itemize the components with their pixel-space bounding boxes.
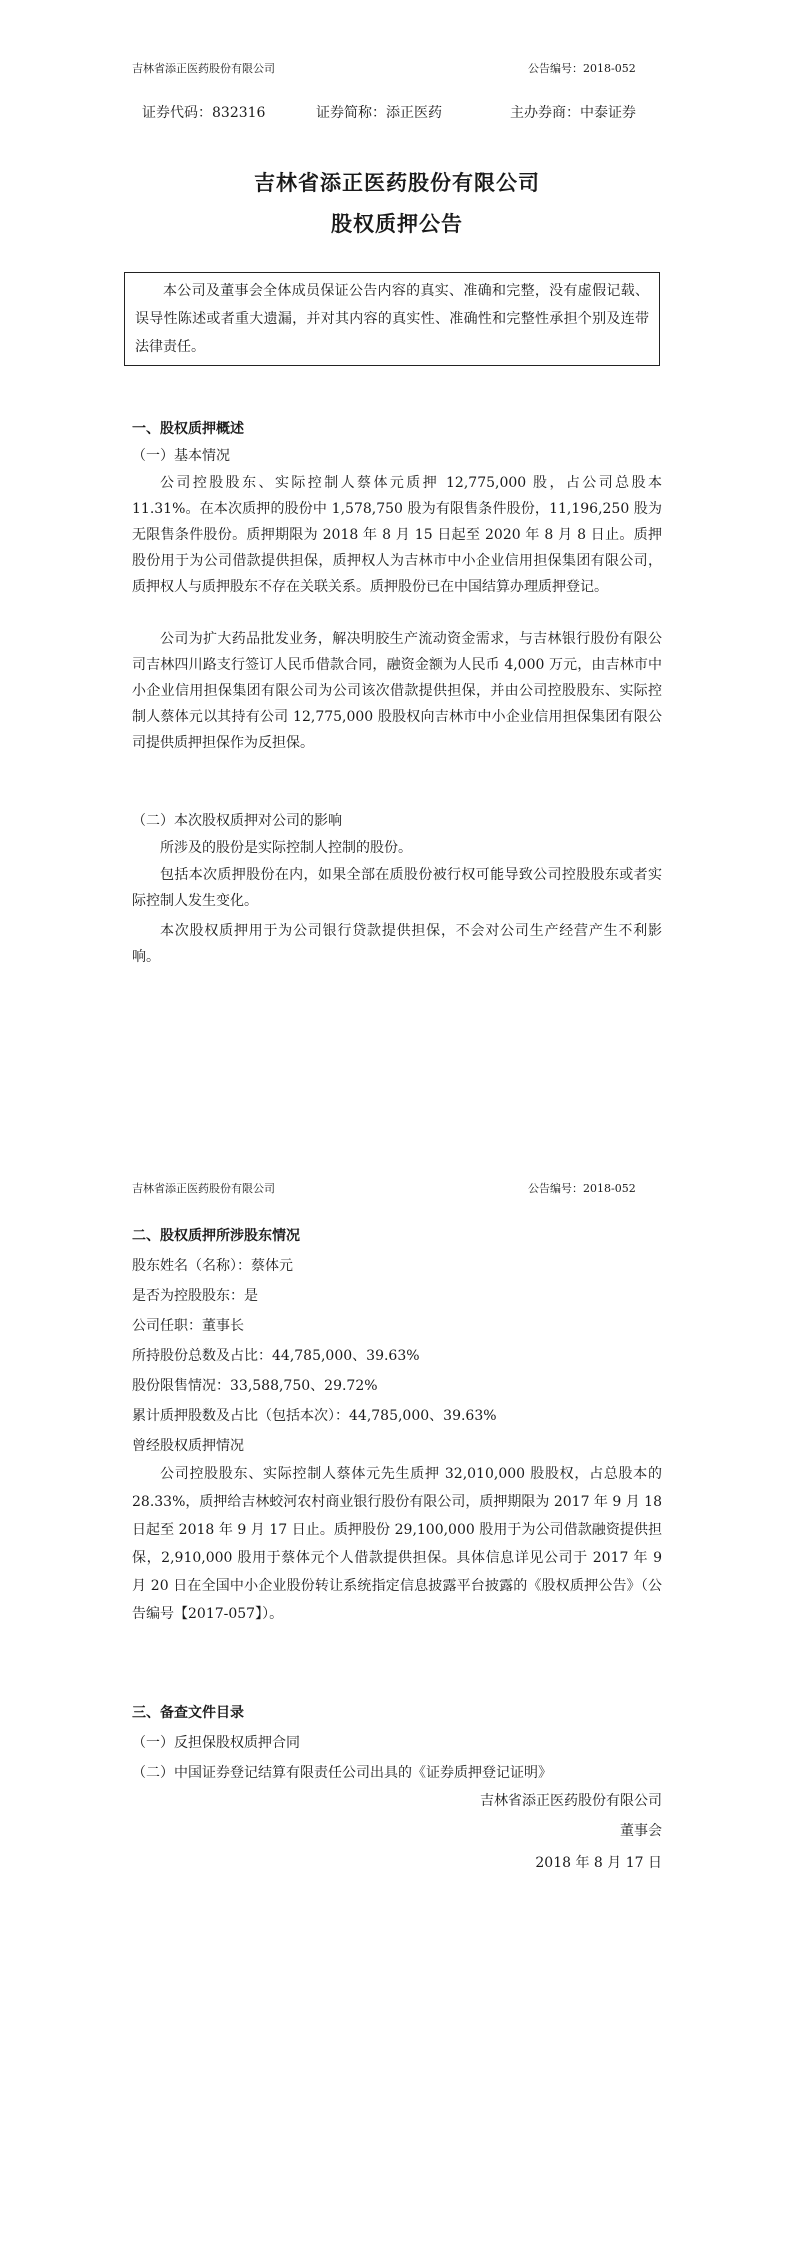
header-announcement-no: 公告编号：2018-052 bbox=[528, 62, 636, 75]
section1-para4: 包括本次质押股份在内，如果全部在质股份被行权可能导致公司控股股东或者实际控制人发生变化。 bbox=[132, 867, 662, 909]
security-info bbox=[0, 102, 794, 124]
document-title-company: 吉林省添正医药股份有限公司 bbox=[254, 170, 540, 195]
section2-heading: 二、股权质押所涉股东情况 bbox=[132, 1228, 300, 1244]
page-header bbox=[0, 60, 794, 80]
section1-para5: 本次股权质押用于为公司银行贷款提供担保，不会对公司生产经营产生不利影响。 bbox=[132, 923, 662, 965]
header-company: 吉林省添正医药股份有限公司 bbox=[132, 1182, 275, 1195]
section1-para1: 公司控股股东、实际控制人蔡体元质押 12,775,000 股，占公司总股本 11.31%。在本次质押的股份中 1,578,750 股为有限售条件股份，11,196,250 股为无限售条件股份。质押期限为 2018 年 8 月 15 日起至 2020 年 8 月 8 日止。质押股份用于为公司借款提供担保，质押权人为吉林市中小企业信用担保集团有限公司，质押权人与质押股东不存在关联关系。质押股份已在中国结算办理质押登记。 bbox=[132, 475, 662, 595]
section1-para2: 公司为扩大药品批发业务，解决明胶生产流动资金需求，与吉林银行股份有限公司吉林四川路支行签订人民币借款合同，融资金额为人民币 4,000 万元，由吉林市中小企业信用担保集团有限公司为公司该次借款提供担保，并由公司控股股东、实际控制人蔡体元以其持有公司 12,775,000 股股权向吉林市中小企业信用担保集团有限公司提供质押担保作为反担保。 bbox=[132, 631, 662, 751]
appendix-item-1: （一）反担保股权质押合同 bbox=[132, 1735, 300, 1751]
page-header bbox=[0, 1180, 794, 1200]
pledge-history-para: 公司控股股东、实际控制人蔡体元先生质押 32,010,000 股股权，占总股本的 28.33%，质押给吉林蛟河农村商业银行股份有限公司，质押期限为 2017 年 9 月 18 日起至 2018 年 9 月 17 日止。质押股份 29,100,000 股用于为公司借款融资提供担保，2,910,000 股用于蔡体元个人借款提供担保。具体信息详见公司于 2017 年 9 月 20 日在全国中小企业股份转让系统指定信息披露平台披露的《股权质押公告》（公告编号【2017-057】）。 bbox=[132, 1466, 662, 1622]
disclaimer-box: 本公司及董事会全体成员保证公告内容的真实、准确和完整，没有虚假记载、误导性陈述或者重大遗漏，并对其内容的真实性、准确性和完整性承担个别及连带法律责任。 bbox=[124, 272, 660, 366]
signature-company: 吉林省添正医药股份有限公司 bbox=[480, 1793, 662, 1809]
signature-board: 董事会 bbox=[620, 1823, 662, 1839]
sponsor-broker: 主办券商：中泰证券 bbox=[510, 105, 636, 121]
restricted-shares: 股份限售情况：33,588,750、29.72% bbox=[132, 1378, 378, 1394]
document-title: 股权质押公告 bbox=[331, 211, 463, 236]
signature-date: 2018 年 8 月 17 日 bbox=[535, 1855, 662, 1871]
header-announcement-no: 公告编号：2018-052 bbox=[528, 1182, 636, 1195]
company-position: 公司任职：董事长 bbox=[132, 1318, 244, 1334]
section1-para3: 所涉及的股份是实际控制人控制的股份。 bbox=[160, 840, 412, 856]
total-shares: 所持股份总数及占比：44,785,000、39.63% bbox=[132, 1348, 420, 1364]
section1-sub1: （一）基本情况 bbox=[132, 448, 230, 464]
section1-heading: 一、股权质押概述 bbox=[132, 421, 244, 437]
pledge-history-title: 曾经股权质押情况 bbox=[132, 1438, 244, 1454]
section3-heading: 三、备查文件目录 bbox=[132, 1705, 244, 1721]
security-code: 证券代码：832316 bbox=[142, 105, 266, 121]
appendix-item-2: （二）中国证券登记结算有限责任公司出具的《证券质押登记证明》 bbox=[132, 1765, 552, 1781]
shareholder-name: 股东姓名（名称）：蔡体元 bbox=[132, 1258, 293, 1274]
cumulative-pledge: 累计质押股数及占比（包括本次）：44,785,000、39.63% bbox=[132, 1408, 497, 1424]
is-controlling-shareholder: 是否为控股股东：是 bbox=[132, 1288, 258, 1304]
header-company: 吉林省添正医药股份有限公司 bbox=[132, 62, 275, 75]
section1-sub2: （二）本次股权质押对公司的影响 bbox=[132, 813, 342, 829]
security-short-name: 证券简称：添正医药 bbox=[316, 105, 442, 121]
